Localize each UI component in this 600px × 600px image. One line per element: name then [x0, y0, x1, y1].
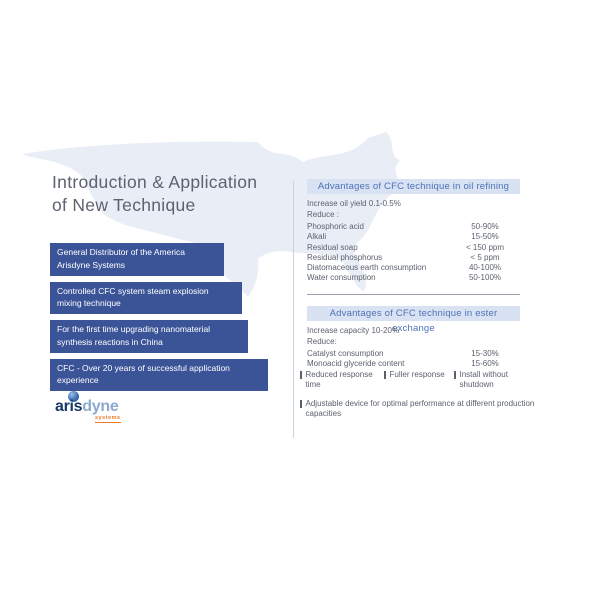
- section-oil-refining: [307, 179, 520, 283]
- feature-item-wide: [300, 399, 552, 420]
- slide-title-line2: of New Technique: [52, 194, 196, 215]
- row-label: Diatomaceous earth consumption: [307, 262, 427, 272]
- intro-line: Increase oil yield 0.1-0.5%: [307, 199, 401, 208]
- bullet-bar: [300, 400, 302, 408]
- feature-label: Adjustable device for optimal performance at different production capacities: [305, 399, 535, 419]
- logo-wordmark: [55, 398, 118, 416]
- feature-label: Install without shutdown: [459, 370, 508, 390]
- bullet-bar: [454, 371, 456, 379]
- row-value: 50-90%: [471, 222, 499, 232]
- row-label: Phosphoric acid: [307, 222, 364, 232]
- feature-item: [454, 370, 526, 391]
- section-header: Advantages of CFC technique in oil refining: [307, 179, 520, 194]
- bullet-box: CFC - Over 20 years of successful application experience: [50, 359, 268, 392]
- bullet-bar: [300, 371, 302, 379]
- section-header: Advantages of CFC technique in ester exchange: [307, 306, 520, 321]
- table-row: [307, 349, 520, 359]
- row-value: 50-100%: [468, 273, 502, 283]
- section-ester-exchange: [307, 306, 520, 370]
- bullet-box: For the first time upgrading nanomaterial synthesis reactions in China: [50, 320, 248, 353]
- table-row: [307, 359, 520, 369]
- column-divider: [293, 181, 294, 438]
- logo-text-dyne: dyne: [82, 398, 119, 415]
- logo-tagline: systems: [95, 415, 121, 421]
- table-row: [307, 222, 520, 232]
- row-value: < 5 ppm: [470, 252, 500, 262]
- logo-text-aris: aris: [55, 398, 83, 415]
- row-label: Residual phosphorus: [307, 252, 383, 262]
- bullet-box: Controlled CFC system steam explosion mixing technique: [50, 282, 242, 315]
- bullet-box-list: [50, 243, 268, 391]
- table-row: [307, 243, 520, 253]
- feature-row: [300, 370, 526, 391]
- bullet-box: General Distributor of the America Arisdyne Systems: [50, 243, 224, 276]
- row-value: 40-100%: [468, 262, 502, 272]
- arisdyne-logo: [55, 391, 130, 425]
- feature-item: [300, 370, 380, 391]
- row-label: Alkali: [307, 232, 327, 242]
- feature-label: Fuller response: [389, 370, 445, 379]
- table-row: [307, 263, 520, 273]
- section-separator: [307, 294, 520, 295]
- slide-title: [52, 171, 302, 217]
- stats-table: [307, 349, 520, 369]
- table-row: [307, 232, 520, 242]
- intro-line: Reduce :: [307, 209, 340, 219]
- row-label: Monoacid glyceride content: [307, 359, 405, 369]
- row-label: Catalyst consumption: [307, 349, 384, 359]
- row-value: 15-50%: [471, 232, 499, 242]
- feature-item: [384, 370, 450, 391]
- intro-line: Increase capacity 10-20%: [307, 326, 400, 335]
- intro-line: Reduce:: [307, 336, 337, 346]
- bullet-bar: [384, 371, 386, 379]
- row-value: 15-30%: [471, 349, 499, 359]
- table-row: [307, 253, 520, 263]
- feature-label: Reduced response time: [305, 370, 373, 390]
- row-label: Residual soap: [307, 242, 358, 252]
- section-intro: [307, 199, 520, 220]
- row-label: Water consumption: [307, 273, 376, 283]
- stats-table: [307, 222, 520, 283]
- row-value: 15-60%: [471, 359, 499, 369]
- slide-title-line1: Introduction & Application: [52, 172, 258, 192]
- table-row: [307, 273, 520, 283]
- row-value: < 150 ppm: [465, 242, 505, 252]
